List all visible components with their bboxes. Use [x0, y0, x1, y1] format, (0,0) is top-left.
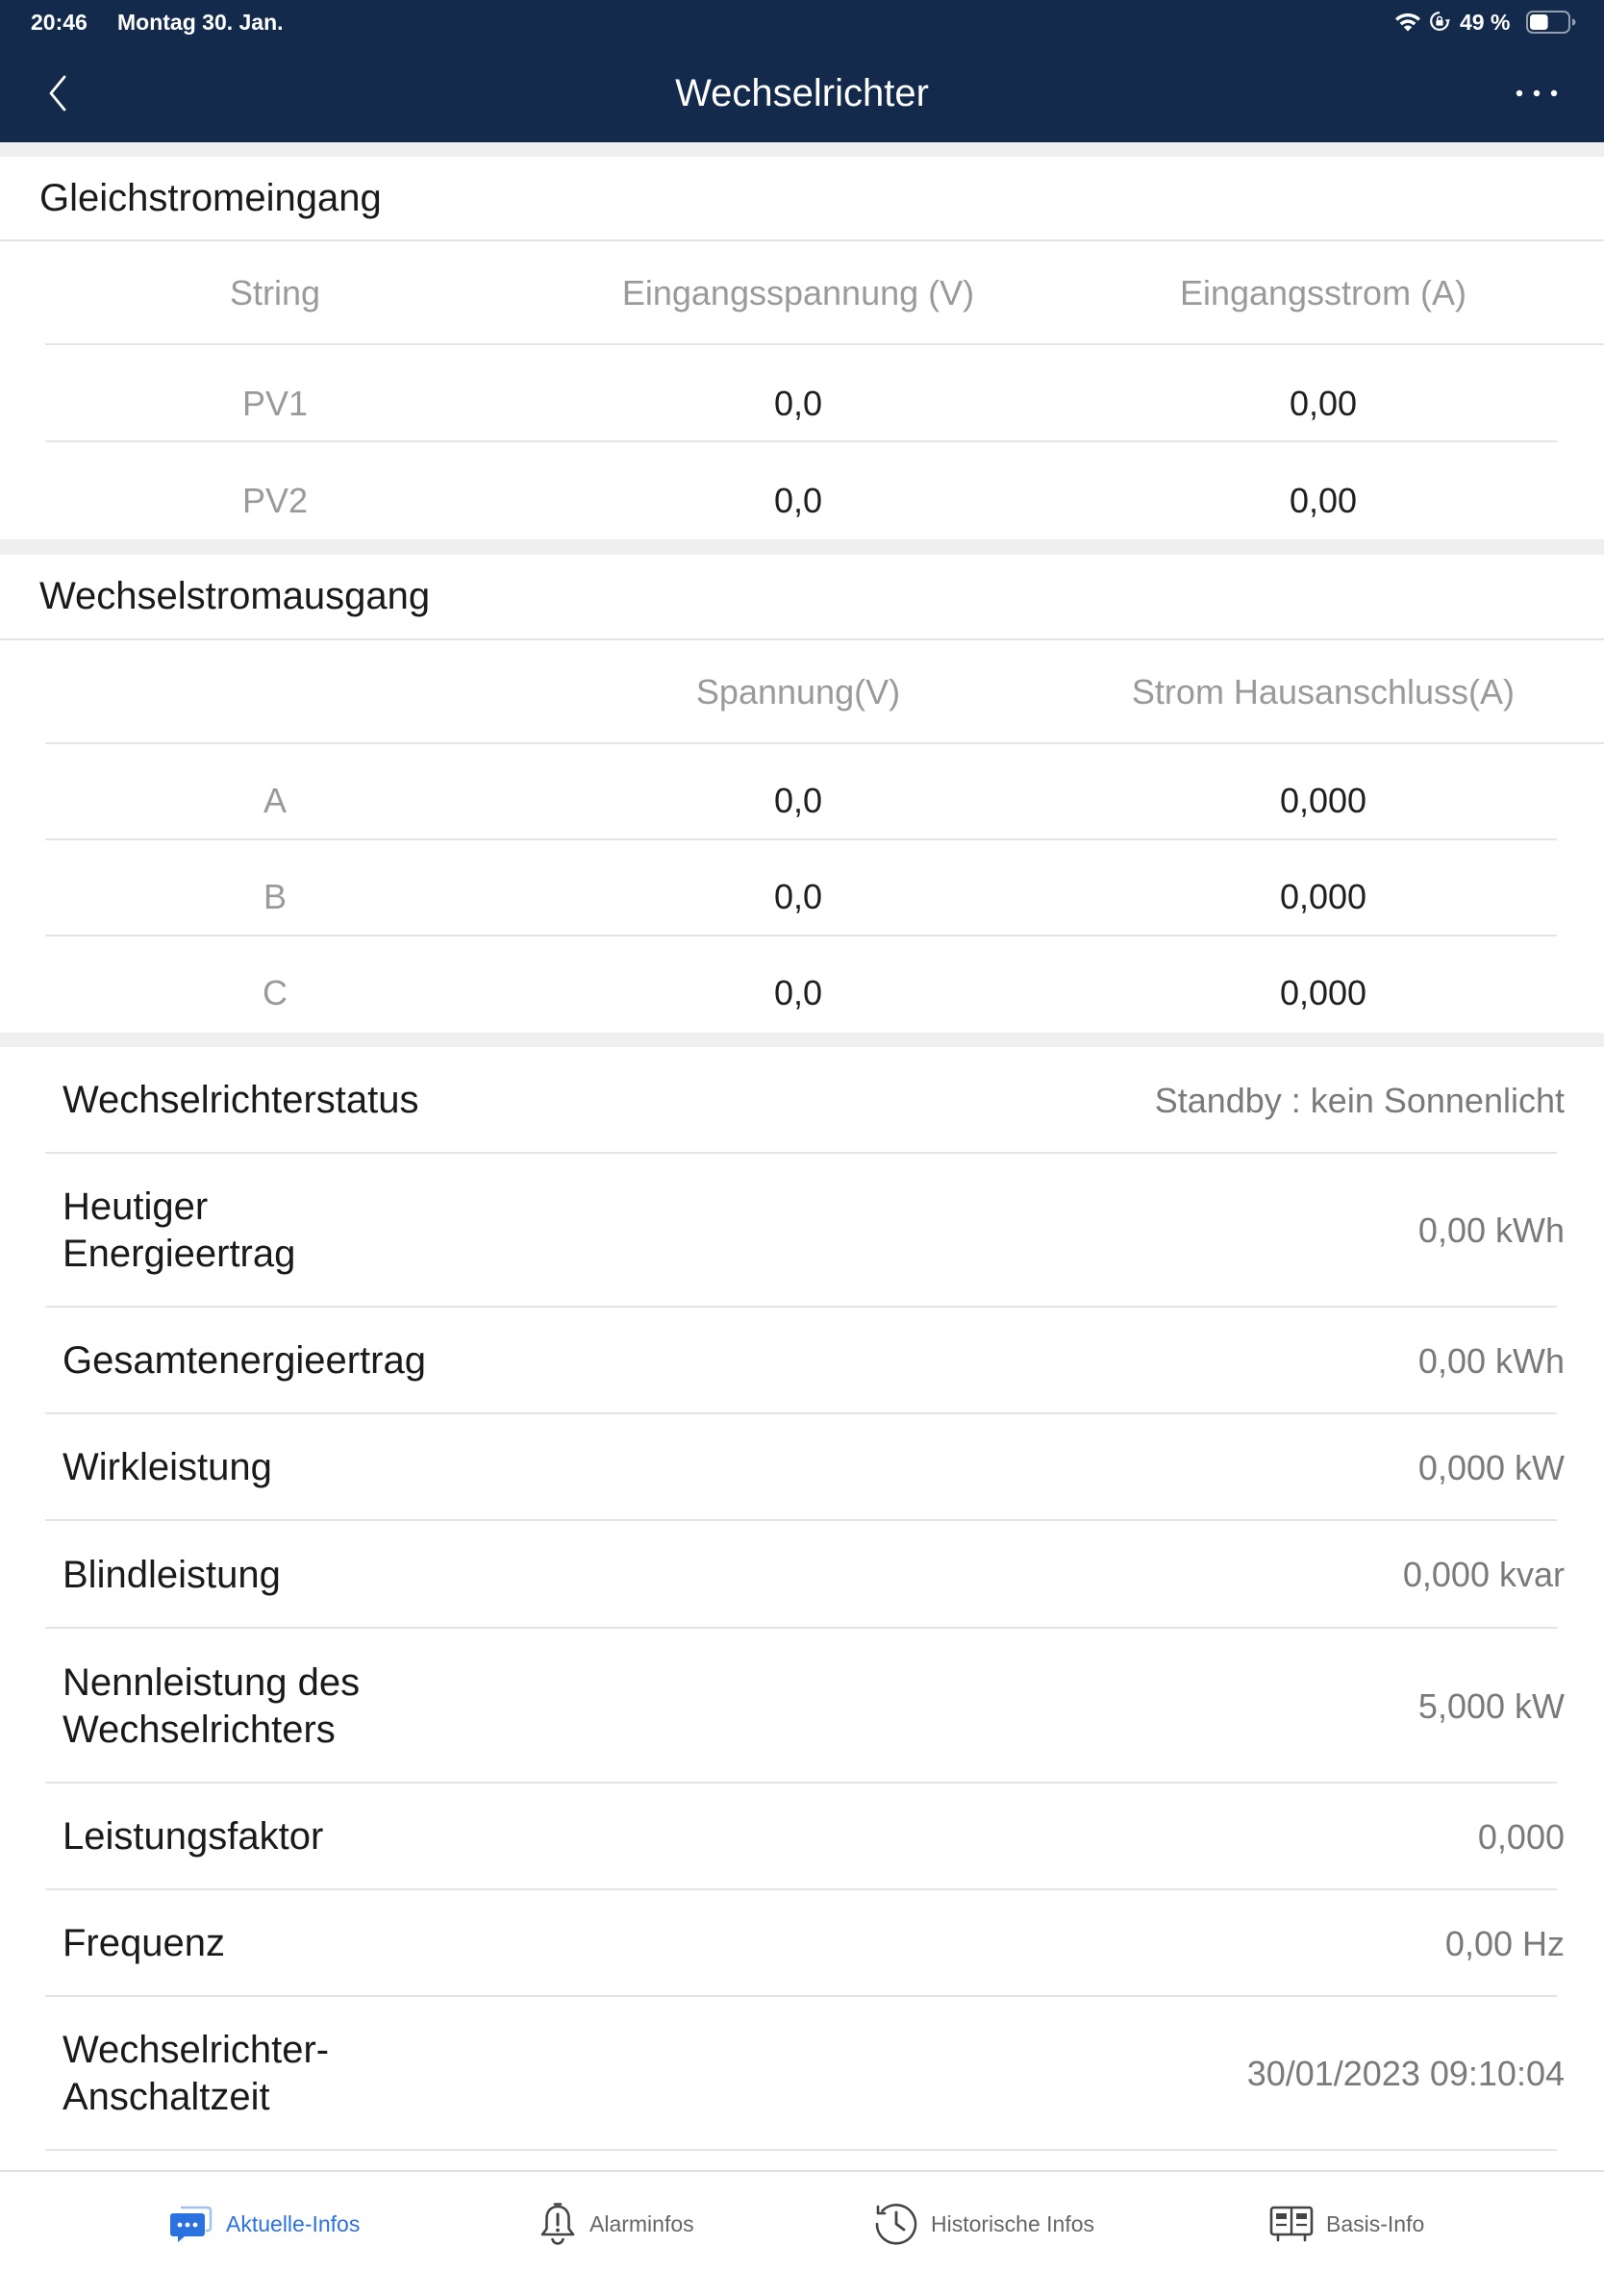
column-header-current: Eingangsstrom (A)	[1179, 273, 1467, 312]
table-row	[0, 840, 1604, 936]
battery-level-fill	[1530, 14, 1548, 30]
detail-label: Wechselrichterstatus	[63, 1079, 419, 1121]
detail-value: 30/01/2023 09:10:04	[1246, 2054, 1565, 2093]
table-row	[0, 936, 1604, 1033]
table-header	[0, 241, 1604, 345]
detail-row-frequency	[0, 1890, 1604, 1997]
detail-value: 5,000 kW	[1417, 1685, 1565, 1726]
voltage-value: 0,0	[773, 973, 823, 1012]
current-value: 0,000	[1279, 973, 1367, 1012]
voltage-value: 0,0	[773, 481, 823, 520]
detail-row-daily-yield	[0, 1154, 1604, 1308]
detail-label: Heutiger Energieertrag	[63, 1185, 296, 1275]
detail-label: Wirkleistung	[63, 1446, 272, 1488]
phase-label: C	[263, 973, 288, 1012]
dc-input-section	[0, 157, 1604, 539]
detail-row-startup-time	[0, 1997, 1604, 2151]
string-label: PV2	[241, 481, 309, 520]
device-info-icon	[1269, 2205, 1314, 2243]
detail-label: Blindleistung	[63, 1553, 281, 1596]
voltage-value: 0,0	[773, 384, 823, 423]
status-date: Montag 30. Jan.	[117, 10, 284, 35]
table-header	[0, 640, 1604, 744]
detail-row-rated-power	[0, 1629, 1604, 1784]
section-title: Wechselstromausgang	[0, 555, 1604, 640]
detail-label: Leistungsfaktor	[63, 1815, 324, 1858]
detail-row-inverter-status	[0, 1047, 1604, 1154]
detail-value: 0,00 kWh	[1417, 1340, 1565, 1381]
more-button[interactable]	[1506, 74, 1567, 112]
column-header-string: String	[229, 273, 321, 312]
clock-icon	[874, 2202, 918, 2246]
tab-label: Basis-Info	[1326, 2210, 1425, 2236]
inverter-details-list	[0, 1047, 1604, 2170]
table-row	[0, 442, 1604, 539]
phase-label: A	[263, 781, 287, 820]
detail-label: Wechselrichter- Anschaltzeit	[63, 2029, 330, 2118]
detail-value: 0,000 kvar	[1402, 1555, 1565, 1594]
phase-label: B	[263, 877, 287, 916]
column-header-current: Strom Hausanschluss(A)	[1131, 672, 1516, 711]
tab-label: Aktuelle-Infos	[226, 2210, 361, 2236]
string-label: PV1	[241, 384, 309, 423]
battery-percentage: 49 %	[1460, 10, 1511, 35]
detail-row-reactive-power	[0, 1521, 1604, 1629]
detail-value: 0,000 kW	[1417, 1447, 1565, 1487]
current-value: 0,000	[1279, 877, 1367, 916]
detail-value: 0,00 Hz	[1444, 1923, 1565, 1963]
bottom-tab-bar	[0, 2170, 1604, 2296]
tab-label: Historische Infos	[931, 2210, 1095, 2236]
current-value: 0,00	[1289, 481, 1358, 520]
detail-value: 0,000	[1477, 1816, 1565, 1857]
column-header-voltage: Spannung(V)	[695, 672, 901, 711]
orientation-lock-icon	[1429, 11, 1450, 32]
detail-label: Gesamtenergieertrag	[63, 1339, 426, 1382]
column-header-voltage: Eingangsspannung (V)	[621, 273, 975, 312]
tab-basic-info[interactable]	[1269, 2201, 1424, 2247]
section-title: Gleichstromeingang	[0, 157, 1604, 241]
detail-row-power-factor	[0, 1784, 1604, 1890]
tab-label: Alarminfos	[589, 2210, 694, 2236]
more-dots-icon	[1516, 89, 1558, 97]
detail-label: Nennleistung des Wechselrichters	[63, 1660, 361, 1751]
tab-alarm-info[interactable]	[539, 2201, 694, 2247]
tab-history-info[interactable]	[874, 2201, 1094, 2247]
detail-value: Standby : kein Sonnenlicht	[1154, 1080, 1565, 1120]
page-title: Wechselrichter	[675, 72, 929, 114]
table-row	[0, 744, 1604, 840]
alarm-bell-icon	[539, 2202, 577, 2246]
detail-row-total-yield	[0, 1308, 1604, 1414]
detail-row-active-power	[0, 1414, 1604, 1521]
table-row	[0, 345, 1604, 442]
current-value: 0,00	[1289, 384, 1358, 423]
voltage-value: 0,0	[773, 877, 823, 916]
voltage-value: 0,0	[773, 781, 823, 820]
detail-label: Frequenz	[63, 1922, 225, 1964]
detail-value: 0,00 kWh	[1417, 1210, 1565, 1250]
current-value: 0,000	[1279, 781, 1367, 820]
tab-current-info[interactable]	[169, 2201, 360, 2247]
wifi-icon	[1394, 12, 1421, 32]
top-bar	[0, 0, 1604, 142]
chat-bubble-icon	[169, 2204, 213, 2244]
ac-output-section	[0, 555, 1604, 1033]
battery-icon	[1526, 11, 1576, 34]
status-time: 20:46	[31, 10, 88, 35]
